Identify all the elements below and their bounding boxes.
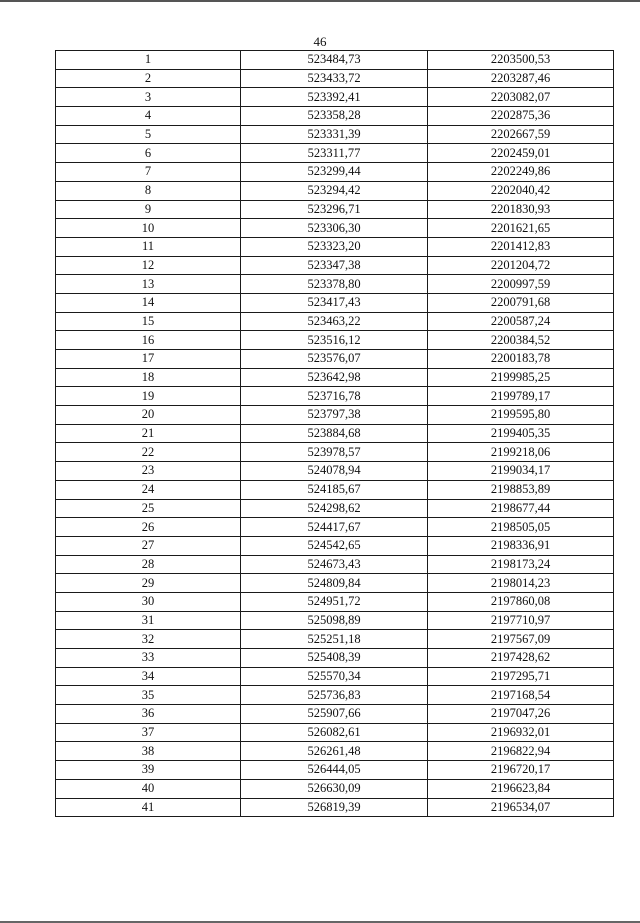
scan-top-edge: [0, 0, 640, 2]
coordinates-table-body: [56, 51, 614, 817]
x-coordinate-cell: 525408,39: [241, 649, 428, 668]
point-number-cell: 10: [56, 219, 241, 238]
coordinates-table: [55, 50, 614, 817]
point-number-cell: 18: [56, 368, 241, 387]
y-coordinate-cell: 2200384,52: [428, 331, 614, 350]
y-coordinate-cell: 2200997,59: [428, 275, 614, 294]
point-number-cell: 28: [56, 555, 241, 574]
y-coordinate-cell: 2197428,62: [428, 649, 614, 668]
y-coordinate-cell: 2198336,91: [428, 536, 614, 555]
table-row: [56, 181, 614, 200]
x-coordinate-cell: 524809,84: [241, 574, 428, 593]
table-row: [56, 686, 614, 705]
point-number-cell: 37: [56, 723, 241, 742]
point-number-cell: 34: [56, 667, 241, 686]
y-coordinate-cell: 2197860,08: [428, 592, 614, 611]
y-coordinate-cell: 2198173,24: [428, 555, 614, 574]
point-number-cell: 19: [56, 387, 241, 406]
point-number-cell: 14: [56, 293, 241, 312]
x-coordinate-cell: 524298,62: [241, 499, 428, 518]
table-row: [56, 51, 614, 70]
point-number-cell: 3: [56, 88, 241, 107]
x-coordinate-cell: 523331,39: [241, 125, 428, 144]
point-number-cell: 7: [56, 163, 241, 182]
table-row: [56, 630, 614, 649]
x-coordinate-cell: 524078,94: [241, 462, 428, 481]
table-row: [56, 480, 614, 499]
table-row: [56, 761, 614, 780]
table-row: [56, 462, 614, 481]
x-coordinate-cell: 523323,20: [241, 237, 428, 256]
x-coordinate-cell: 523797,38: [241, 406, 428, 425]
y-coordinate-cell: 2199789,17: [428, 387, 614, 406]
point-number-cell: 27: [56, 536, 241, 555]
y-coordinate-cell: 2198853,89: [428, 480, 614, 499]
x-coordinate-cell: 523378,80: [241, 275, 428, 294]
y-coordinate-cell: 2201621,65: [428, 219, 614, 238]
page-number: 46: [313, 34, 327, 49]
x-coordinate-cell: 523463,22: [241, 312, 428, 331]
table-row: [56, 107, 614, 126]
table-row: [56, 237, 614, 256]
y-coordinate-cell: 2197168,54: [428, 686, 614, 705]
y-coordinate-cell: 2197047,26: [428, 705, 614, 724]
y-coordinate-cell: 2197567,09: [428, 630, 614, 649]
point-number-cell: 6: [56, 144, 241, 163]
y-coordinate-cell: 2202040,42: [428, 181, 614, 200]
point-number-cell: 15: [56, 312, 241, 331]
table-row: [56, 518, 614, 537]
y-coordinate-cell: 2200587,24: [428, 312, 614, 331]
x-coordinate-cell: 523294,42: [241, 181, 428, 200]
x-coordinate-cell: 525570,34: [241, 667, 428, 686]
table-row: [56, 350, 614, 369]
x-coordinate-cell: 526082,61: [241, 723, 428, 742]
y-coordinate-cell: 2199985,25: [428, 368, 614, 387]
point-number-cell: 4: [56, 107, 241, 126]
x-coordinate-cell: 523358,28: [241, 107, 428, 126]
y-coordinate-cell: 2203500,53: [428, 51, 614, 70]
x-coordinate-cell: 523642,98: [241, 368, 428, 387]
x-coordinate-cell: 523978,57: [241, 443, 428, 462]
table-row: [56, 574, 614, 593]
table-row: [56, 200, 614, 219]
table-row: [56, 275, 614, 294]
x-coordinate-cell: 526630,09: [241, 779, 428, 798]
x-coordinate-cell: 523716,78: [241, 387, 428, 406]
x-coordinate-cell: 525907,66: [241, 705, 428, 724]
x-coordinate-cell: 524951,72: [241, 592, 428, 611]
table-row: [56, 331, 614, 350]
y-coordinate-cell: 2199595,80: [428, 406, 614, 425]
point-number-cell: 36: [56, 705, 241, 724]
x-coordinate-cell: 524185,67: [241, 480, 428, 499]
y-coordinate-cell: 2198014,23: [428, 574, 614, 593]
y-coordinate-cell: 2203082,07: [428, 88, 614, 107]
table-row: [56, 88, 614, 107]
x-coordinate-cell: 523484,73: [241, 51, 428, 70]
x-coordinate-cell: 523347,38: [241, 256, 428, 275]
point-number-cell: 30: [56, 592, 241, 611]
table-row: [56, 667, 614, 686]
x-coordinate-cell: 524673,43: [241, 555, 428, 574]
y-coordinate-cell: 2198677,44: [428, 499, 614, 518]
point-number-cell: 9: [56, 200, 241, 219]
y-coordinate-cell: 2196720,17: [428, 761, 614, 780]
x-coordinate-cell: 523884,68: [241, 424, 428, 443]
x-coordinate-cell: 523516,12: [241, 331, 428, 350]
point-number-cell: 41: [56, 798, 241, 817]
x-coordinate-cell: 526819,39: [241, 798, 428, 817]
point-number-cell: 40: [56, 779, 241, 798]
x-coordinate-cell: 523576,07: [241, 350, 428, 369]
x-coordinate-cell: 523296,71: [241, 200, 428, 219]
point-number-cell: 8: [56, 181, 241, 200]
x-coordinate-cell: 525736,83: [241, 686, 428, 705]
point-number-cell: 35: [56, 686, 241, 705]
point-number-cell: 21: [56, 424, 241, 443]
table-row: [56, 705, 614, 724]
point-number-cell: 38: [56, 742, 241, 761]
point-number-cell: 33: [56, 649, 241, 668]
table-row: [56, 69, 614, 88]
y-coordinate-cell: 2199218,06: [428, 443, 614, 462]
y-coordinate-cell: 2202459,01: [428, 144, 614, 163]
y-coordinate-cell: 2199034,17: [428, 462, 614, 481]
point-number-cell: 12: [56, 256, 241, 275]
y-coordinate-cell: 2196623,84: [428, 779, 614, 798]
point-number-cell: 39: [56, 761, 241, 780]
point-number-cell: 13: [56, 275, 241, 294]
point-number-cell: 11: [56, 237, 241, 256]
y-coordinate-cell: 2196822,94: [428, 742, 614, 761]
x-coordinate-cell: 523433,72: [241, 69, 428, 88]
table-row: [56, 611, 614, 630]
table-row: [56, 368, 614, 387]
x-coordinate-cell: 523417,43: [241, 293, 428, 312]
y-coordinate-cell: 2196932,01: [428, 723, 614, 742]
y-coordinate-cell: 2197710,97: [428, 611, 614, 630]
table-row: [56, 219, 614, 238]
x-coordinate-cell: 523392,41: [241, 88, 428, 107]
y-coordinate-cell: 2201412,83: [428, 237, 614, 256]
table-row: [56, 387, 614, 406]
x-coordinate-cell: 524417,67: [241, 518, 428, 537]
table-row: [56, 723, 614, 742]
y-coordinate-cell: 2200183,78: [428, 350, 614, 369]
table-row: [56, 798, 614, 817]
point-number-cell: 26: [56, 518, 241, 537]
x-coordinate-cell: 524542,65: [241, 536, 428, 555]
y-coordinate-cell: 2203287,46: [428, 69, 614, 88]
x-coordinate-cell: 526444,05: [241, 761, 428, 780]
point-number-cell: 1: [56, 51, 241, 70]
point-number-cell: 31: [56, 611, 241, 630]
point-number-cell: 29: [56, 574, 241, 593]
point-number-cell: 20: [56, 406, 241, 425]
table-row: [56, 424, 614, 443]
point-number-cell: 17: [56, 350, 241, 369]
table-row: [56, 125, 614, 144]
table-row: [56, 499, 614, 518]
y-coordinate-cell: 2197295,71: [428, 667, 614, 686]
y-coordinate-cell: 2199405,35: [428, 424, 614, 443]
table-row: [56, 256, 614, 275]
table-row: [56, 293, 614, 312]
point-number-cell: 32: [56, 630, 241, 649]
point-number-cell: 16: [56, 331, 241, 350]
table-row: [56, 779, 614, 798]
table-row: [56, 144, 614, 163]
table-row: [56, 406, 614, 425]
table-row: [56, 536, 614, 555]
table-row: [56, 163, 614, 182]
y-coordinate-cell: 2201830,93: [428, 200, 614, 219]
point-number-cell: 24: [56, 480, 241, 499]
table-row: [56, 592, 614, 611]
point-number-cell: 5: [56, 125, 241, 144]
table-row: [56, 312, 614, 331]
x-coordinate-cell: 525251,18: [241, 630, 428, 649]
x-coordinate-cell: 523299,44: [241, 163, 428, 182]
point-number-cell: 22: [56, 443, 241, 462]
x-coordinate-cell: 523311,77: [241, 144, 428, 163]
table-row: [56, 555, 614, 574]
y-coordinate-cell: 2202667,59: [428, 125, 614, 144]
y-coordinate-cell: 2196534,07: [428, 798, 614, 817]
y-coordinate-cell: 2198505,05: [428, 518, 614, 537]
y-coordinate-cell: 2201204,72: [428, 256, 614, 275]
x-coordinate-cell: 523306,30: [241, 219, 428, 238]
y-coordinate-cell: 2202875,36: [428, 107, 614, 126]
x-coordinate-cell: 526261,48: [241, 742, 428, 761]
table-row: [56, 649, 614, 668]
point-number-cell: 23: [56, 462, 241, 481]
table-row: [56, 742, 614, 761]
x-coordinate-cell: 525098,89: [241, 611, 428, 630]
table-row: [56, 443, 614, 462]
y-coordinate-cell: 2200791,68: [428, 293, 614, 312]
point-number-cell: 25: [56, 499, 241, 518]
point-number-cell: 2: [56, 69, 241, 88]
y-coordinate-cell: 2202249,86: [428, 163, 614, 182]
